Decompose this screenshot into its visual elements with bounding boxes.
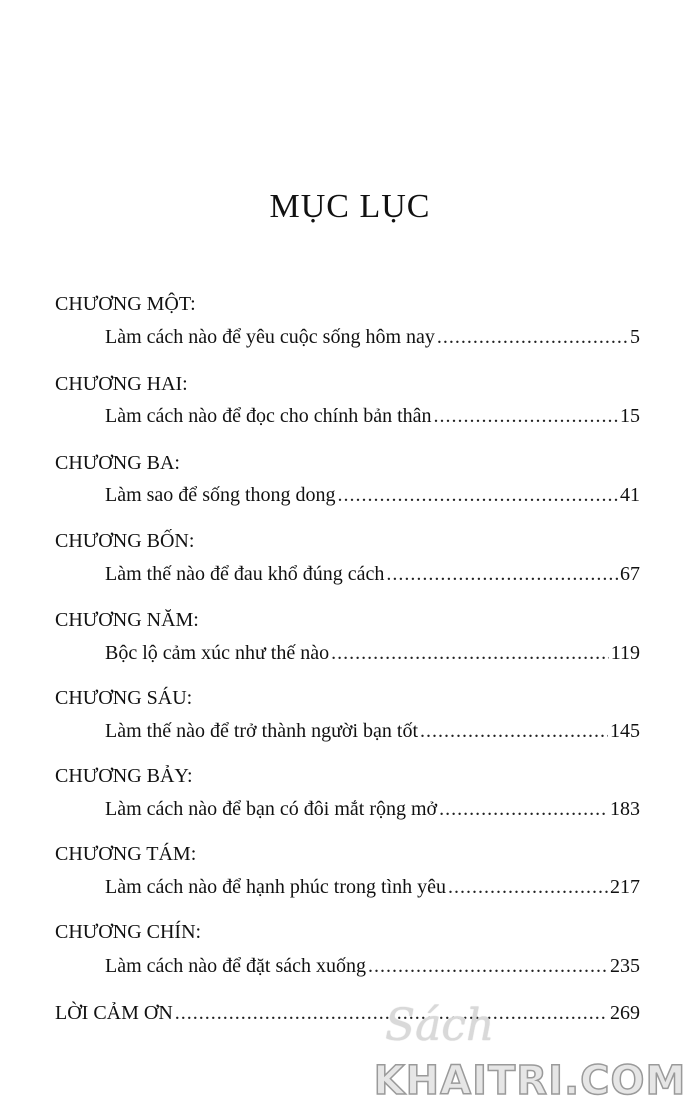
watermark-logo (365, 1000, 695, 1115)
toc-entry-title: Làm cách nào để yêu cuộc sống hôm nay (105, 326, 435, 348)
toc-entry[interactable] (105, 563, 640, 589)
chapter-label: CHƯƠNG NĂM: (55, 609, 199, 631)
toc-entry[interactable] (105, 720, 640, 746)
chapter-label: CHƯƠNG MỘT: (55, 293, 196, 315)
dot-leader (386, 563, 618, 586)
toc-entry[interactable] (105, 405, 640, 431)
toc-page-number: 235 (610, 955, 640, 977)
chapter-label: CHƯƠNG BỐN: (55, 530, 195, 552)
dot-leader (434, 405, 618, 428)
dot-leader (448, 876, 608, 899)
toc-entry[interactable] (105, 798, 640, 824)
toc-entry-title: Làm cách nào để bạn có đôi mắt rộng mở (105, 798, 438, 820)
page-title: MỤC LỤC (269, 188, 431, 225)
dot-leader (437, 326, 628, 349)
toc-entry[interactable] (105, 955, 640, 981)
toc-entry-title: LỜI CẢM ƠN (55, 1002, 173, 1024)
dot-leader (338, 484, 618, 507)
chapter-label: CHƯƠNG BẢY: (55, 765, 193, 787)
toc-entry[interactable] (105, 484, 640, 510)
toc-page-number: 145 (610, 720, 640, 742)
dot-leader (439, 798, 608, 821)
toc-page-number: 119 (610, 642, 640, 664)
toc-entry-title: Làm cách nào để đặt sách xuống (105, 955, 367, 977)
toc-page-number: 217 (610, 876, 640, 898)
chapter-label: CHƯƠNG SÁU: (55, 687, 193, 709)
toc-page-number: 269 (610, 1002, 640, 1024)
toc-page-number: 41 (620, 484, 640, 506)
toc-page-number: 15 (620, 405, 640, 427)
toc-entry-title: Bộc lộ cảm xúc như thế nào (105, 642, 330, 664)
toc-entry[interactable] (105, 326, 640, 352)
chapter-label: CHƯƠNG HAI: (55, 373, 188, 395)
chapter-label: CHƯƠNG CHÍN: (55, 921, 202, 943)
toc-entry-title: Làm sao để sống thong dong (105, 484, 336, 506)
toc-entry-title: Làm cách nào để hạnh phúc trong tình yêu (105, 876, 446, 898)
chapter-label: CHƯƠNG BA: (55, 452, 180, 474)
toc-page-number: 67 (620, 563, 640, 585)
dot-leader (420, 720, 608, 743)
toc-entry[interactable] (105, 876, 640, 902)
toc-page-number: 5 (630, 326, 640, 348)
watermark-script: Sách (385, 1000, 495, 1051)
toc-entry[interactable] (105, 642, 640, 668)
toc-entry-title: Làm thế nào để trở thành người bạn tốt (105, 720, 419, 742)
toc-entry-title: Làm thế nào để đau khổ đúng cách (105, 563, 385, 585)
chapter-label: CHƯƠNG TÁM: (55, 843, 197, 865)
toc-entry-title: Làm cách nào để đọc cho chính bản thân (105, 405, 432, 427)
toc-page-number: 183 (610, 798, 640, 820)
dot-leader (368, 955, 608, 978)
watermark-brand: KHAITRI.COM (373, 1058, 687, 1104)
dot-leader (331, 642, 609, 665)
